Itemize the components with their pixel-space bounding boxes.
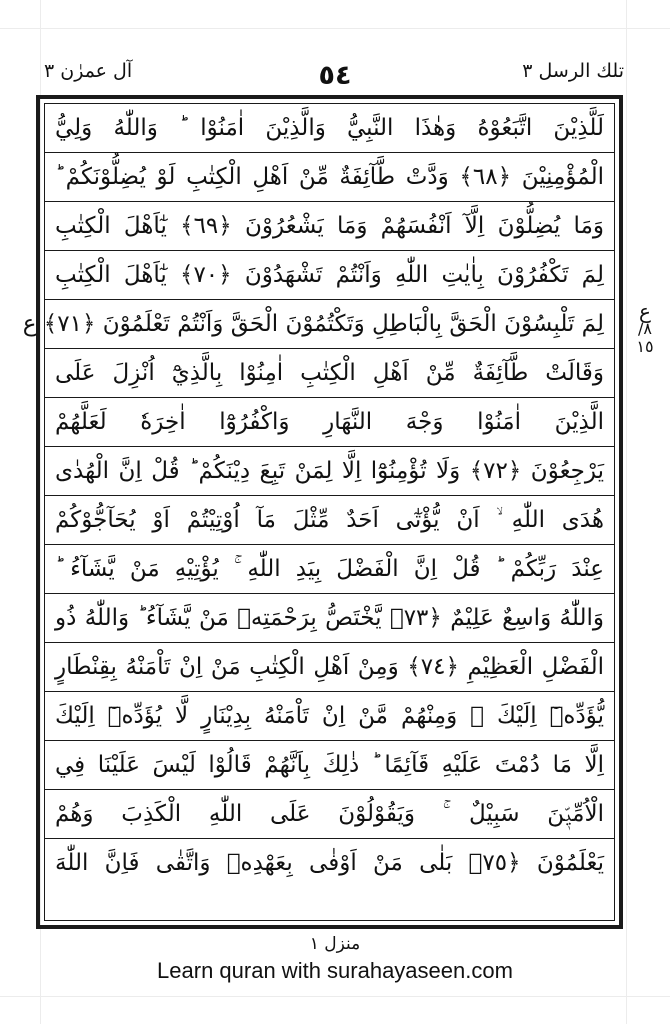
ruku-numbers: ٨/ ١٥ xyxy=(636,319,654,356)
text-line-5: لِمَ تَلْبِسُوْنَ الْحَقَّ بِالْبَاطِلِ وَتَكْتُمُوْنَ الْحَقَّ وَاَنْتُمْ تَعْلَمُوْنَ ﴿٧١﴾ ع xyxy=(45,300,614,349)
text-line-12: الْفَضْلِ الْعَظِيْمِ ﴿٧٤﴾ وَمِنْ اَهْلِ الْكِتٰبِ مَنْ اِنْ تَاْمَنْهُ بِقِنْطَارٍ xyxy=(45,643,614,692)
manzil-label: منزل ١ xyxy=(309,934,361,954)
text-line-1: لَلَّذِيْنَ اتَّبَعُوْهُ وَهٰذَا النَّبِيُّ وَالَّذِيْنَ اٰمَنُوْا ؕ وَاللّٰهُ وَلِيُّ xyxy=(45,104,614,153)
top-margin-guide xyxy=(0,28,670,29)
text-line-8: يَرْجِعُوْنَ ﴿٧٢﴾ وَلَا تُؤْمِنُوْٓا اِلَّا لِمَنْ تَبِعَ دِيْنَكُمْ ؕ قُلْ اِنَّ الْهُدٰى xyxy=(45,447,614,496)
bottom-margin-guide xyxy=(0,996,670,997)
credit-text: Learn quran with surahayaseen.com xyxy=(157,958,513,983)
text-line-4: لِمَ تَكْفُرُوْنَ بِاٰيٰتِ اللّٰهِ وَاَنْتُمْ تَشْهَدُوْنَ ﴿٧٠﴾ يٰٓاَهْلَ الْكِتٰبِ xyxy=(45,251,614,300)
juz-name: تلك الرسل ٣ xyxy=(522,60,624,82)
text-frame-inner xyxy=(22,103,615,921)
text-line-10: عِنْدَ رَبِّكُمْ ؕ قُلْ اِنَّ الْفَضْلَ بِيَدِ اللّٰهِ ۚ يُؤْتِيْهِ مَنْ يَّشَآءُ ؕ xyxy=(45,545,614,594)
text-line-6: وَقَالَتْ طَّآئِفَةٌ مِّنْ اَهْلِ الْكِتٰبِ اٰمِنُوْا بِالَّذِيْٓ اُنْزِلَ عَلَى xyxy=(45,349,614,398)
text-line-15: الْاُمِّيّٖنَ سَبِيْلٌ ۚ وَيَقُوْلُوْنَ عَلَى اللّٰهِ الْكَذِبَ وَهُمْ xyxy=(45,790,614,839)
text-frame xyxy=(22,95,623,929)
text-line-14: اِلَّا مَا دُمْتَ عَلَيْهِ قَآئِمًا ؕ ذٰلِكَ بِاَنَّهُمْ قَالُوْا لَيْسَ عَلَيْنَا فِي xyxy=(45,741,614,790)
page-header xyxy=(40,56,630,92)
text-line-9: هُدَى اللّٰهِ ۙ اَنْ يُّؤْتٰٓى اَحَدٌ مِّثْلَ مَآ اُوْتِيْتُمْ اَوْ يُحَآجُّوْكُمْ xyxy=(45,496,614,545)
text-line-3: وَمَا يُضِلُّوْنَ اِلَّآ اَنْفُسَهُمْ وَمَا يَشْعُرُوْنَ ﴿٦٩﴾ يٰٓاَهْلَ الْكِتٰبِ xyxy=(45,202,614,251)
text-line-7: الَّذِيْنَ اٰمَنُوْا وَجْهَ النَّهَارِ وَاكْفُرُوْٓا اٰخِرَهٗ لَعَلَّهُمْ xyxy=(45,398,614,447)
text-line-2: الْمُؤْمِنِيْنَ ﴿٦٨﴾ وَدَّتْ طَّآئِفَةٌ مِّنْ اَهْلِ الْكِتٰبِ لَوْ يُضِلُّوْنَكُمْ ؕ xyxy=(45,153,614,202)
surah-name: آل عمرٰن ٣ xyxy=(44,60,133,82)
ruku-sign: ع xyxy=(639,299,651,323)
text-line-11: وَاللّٰهُ وَاسِعٌ عَلِيْمٌ ﴿٧٣﴾ يَّخْتَصُّ بِرَحْمَتِهٖ مَنْ يَّشَآءُ ؕ وَاللّٰهُ ذُو xyxy=(45,594,614,643)
right-margin-guide xyxy=(626,0,627,1024)
ruku-marker xyxy=(628,299,662,356)
text-line-16: يَعْلَمُوْنَ ﴿٧٥﴾ بَلٰى مَنْ اَوْفٰى بِعَهْدِهٖ وَاتَّقٰى فَاِنَّ اللّٰهَ xyxy=(55,850,605,876)
text-line-13: يُّؤَدِّهٖٓ اِلَيْكَ ۚ وَمِنْهُمْ مَّنْ اِنْ تَاْمَنْهُ بِدِيْنَارٍ لَّا يُؤَدِّهٖٓ اِلَيْكَ xyxy=(45,692,614,741)
page-number: ٥٤ xyxy=(318,60,352,91)
